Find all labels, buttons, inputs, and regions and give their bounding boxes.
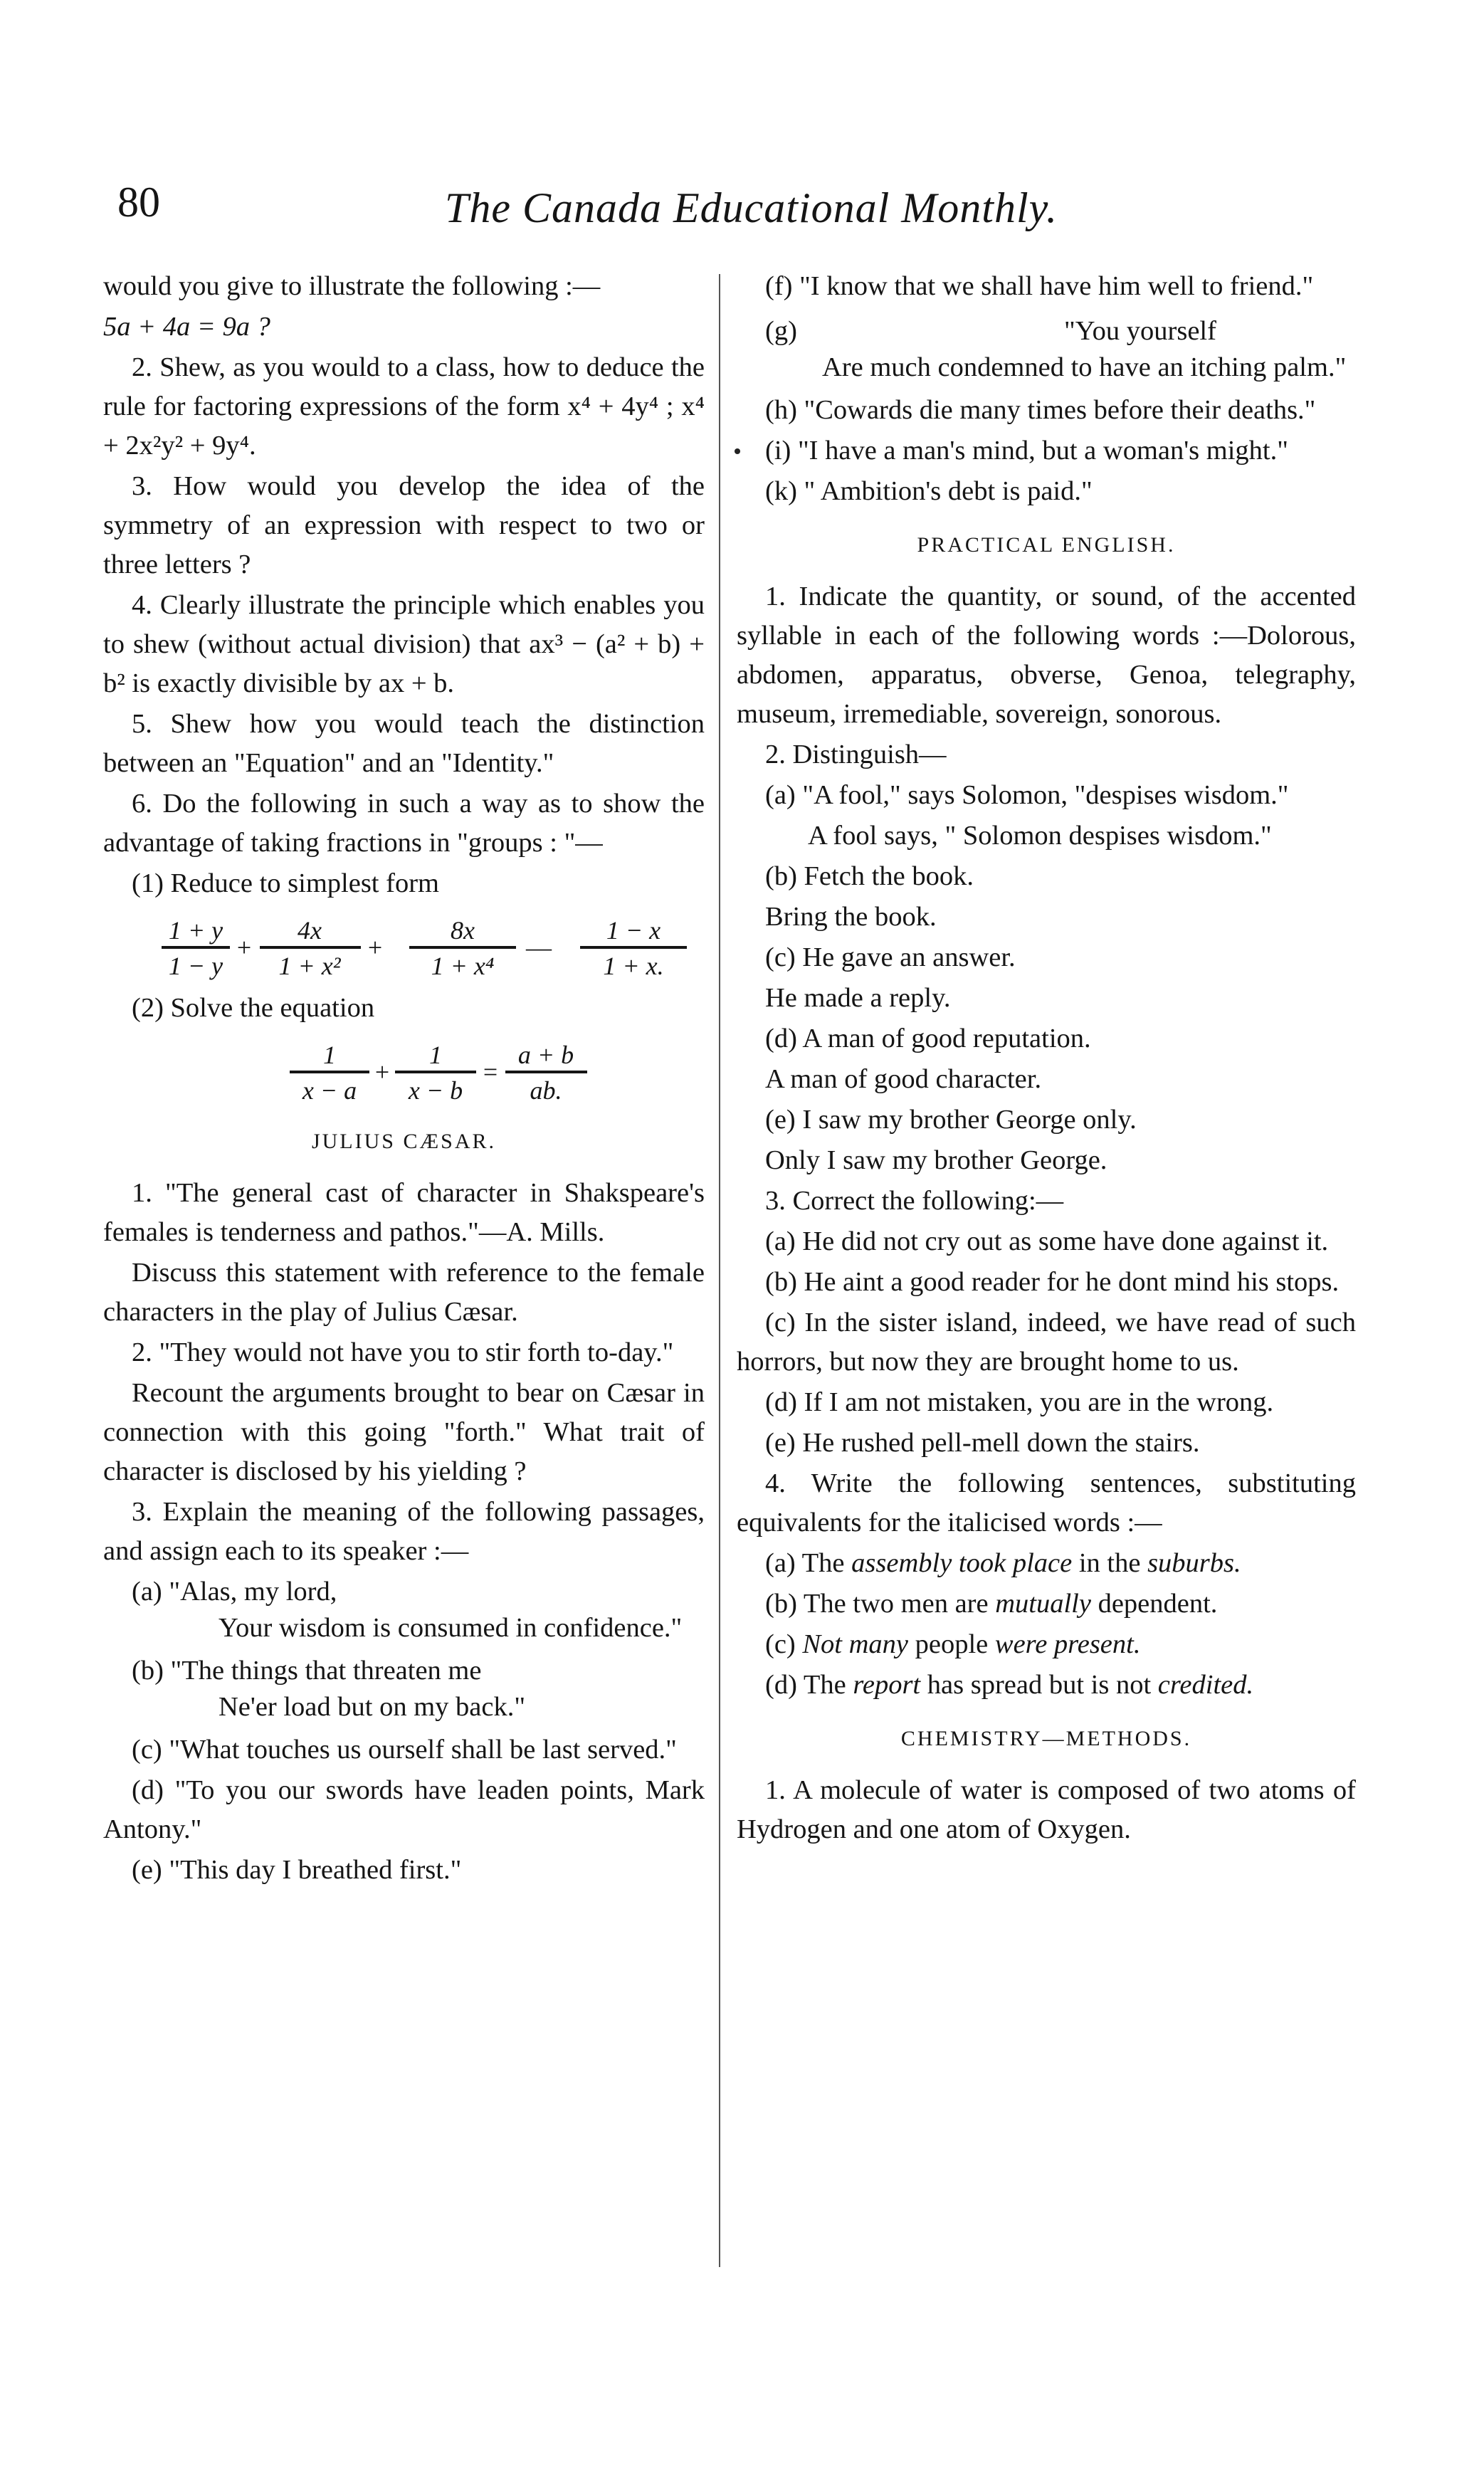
practical-question-3: 3. Correct the following:— — [765, 1186, 1064, 1216]
eq1-frac2-num: 4x — [298, 916, 322, 945]
practical-3d: (d) If I am not mistaken, you are in the wrong. — [765, 1387, 1274, 1417]
eq1-frac3-num: 8x — [451, 916, 475, 945]
question-6-part-1: (1) Reduce to simplest form — [132, 868, 439, 898]
eq1-frac4-den: 1 + x. — [603, 952, 664, 980]
eq2-frac1-den: x − a — [302, 1076, 357, 1105]
practical-2d-line2: A man of good character. — [765, 1064, 1042, 1094]
practical-question-4: 4. Write the following sentences, substituting equivalents for the italicised words :— — [737, 1468, 1356, 1537]
eq2-frac3-num: a + b — [517, 1041, 574, 1069]
eq1-op1: + — [236, 933, 252, 962]
caesar-passage-c: (c) "What touches us ourself shall be last served." — [132, 1735, 677, 1765]
eq2-frac1-num: 1 — [323, 1041, 336, 1069]
caesar-passage-b-line1: (b) "The things that threaten me — [132, 1656, 482, 1686]
question-6: 6. Do the following in such a way as to show the advantage of taking fractions in "groups : "— — [103, 789, 705, 858]
eq1-frac3-den: 1 + x⁴ — [431, 952, 495, 980]
caesar-question-2: 2. "They would not have you to stir forth to-day." — [132, 1337, 674, 1367]
practical-3b: (b) He aint a good reader for he dont mind his stops. — [765, 1267, 1340, 1297]
intro-line: would you give to illustrate the following :— — [103, 271, 601, 301]
practical-question-2: 2. Distinguish— — [765, 740, 947, 769]
practical-2a-line1: (a) "A fool," says Solomon, "despises wisdom." — [765, 780, 1289, 810]
practical-4d: (d) The report has spread but is not credited. — [765, 1670, 1254, 1700]
eq1-op2: + — [367, 933, 383, 962]
eq1-frac4-num: 1 − x — [606, 916, 661, 945]
practical-4c: (c) Not many people were present. — [765, 1629, 1141, 1659]
heading-practical-english: PRACTICAL ENGLISH. — [917, 533, 1176, 557]
page-number: 80 — [117, 179, 160, 226]
practical-2e-line1: (e) I saw my brother George only. — [765, 1105, 1137, 1135]
heading-chemistry-methods: CHEMISTRY—METHODS. — [900, 1727, 1192, 1750]
eq1-op3: — — [526, 933, 552, 962]
caesar-passage-h: (h) "Cowards die many times before their deaths." — [765, 395, 1316, 425]
eq1-frac2-den: 1 + x² — [278, 952, 341, 980]
practical-2d-line1: (d) A man of good reputation. — [765, 1024, 1091, 1053]
caesar-passage-d: (d) "To you our swords have leaden points, Mark Antony." — [103, 1775, 705, 1844]
eq2-frac3-den: ab. — [530, 1076, 562, 1105]
caesar-passage-e: (e) "This day I breathed first." — [132, 1855, 462, 1885]
chemistry-question-1: 1. A molecule of water is composed of two atoms of Hydrogen and one atom of Oxygen. — [737, 1775, 1356, 1844]
caesar-passage-g-line1: "You yourself — [1064, 316, 1216, 346]
caesar-question-2-recount: Recount the arguments brought to bear on Cæsar in connection with this going "forth." What trait of character is disclosed by his yielding ? — [103, 1378, 705, 1486]
caesar-question-1-discuss: Discuss this statement with reference to the female characters in the play of Julius Cæsar. — [103, 1258, 705, 1327]
caesar-passage-a-line2: Your wisdom is consumed in confidence." — [219, 1613, 683, 1643]
eq2-frac2-num: 1 — [429, 1041, 442, 1069]
left-column — [103, 267, 705, 1891]
caesar-question-3: 3. Explain the meaning of the following passages, and assign each to its speaker :— — [103, 1497, 705, 1566]
question-4: 4. Clearly illustrate the principle which enables you to shew (without actual division) that ax³ − (a² + b) + b² is exactly divisible by ax + b. — [103, 590, 705, 698]
caesar-passage-g-label: (g) — [765, 316, 797, 346]
eq2-frac2-den: x − b — [408, 1076, 463, 1105]
caesar-passage-a — [103, 1572, 705, 1644]
practical-2b-line1: (b) Fetch the book. — [765, 861, 974, 891]
practical-3a: (a) He did not cry out as some have done against it. — [765, 1226, 1329, 1256]
caesar-question-1: 1. "The general cast of character in Shakspeare's females is tenderness and pathos."—A. Mills. — [103, 1178, 705, 1247]
practical-2a-line2: A fool says, " Solomon despises wisdom." — [808, 821, 1272, 851]
right-column — [737, 267, 1356, 1851]
equation-2 — [103, 1036, 705, 1108]
question-3: 3. How would you develop the idea of the symmetry of an expression with respect to two or three letters ? — [103, 471, 705, 579]
practical-4a: (a) The assembly took place in the suburbs. — [765, 1548, 1241, 1578]
eq1-frac1-num: 1 + y — [168, 916, 223, 945]
caesar-passage-b — [103, 1651, 705, 1723]
eq2-op2: = — [483, 1058, 498, 1086]
practical-3c: (c) In the sister island, indeed, we have read of such horrors, but now they are brought home to us. — [737, 1308, 1356, 1377]
practical-2c-line2: He made a reply. — [765, 983, 951, 1013]
caesar-passage-a-line1: (a) "Alas, my lord, — [132, 1577, 337, 1607]
practical-question-1: 1. Indicate the quantity, or sound, of the accented syllable in each of the following words :—Dolorous, abdomen, apparatus, obverse, Genoa, telegraphy, museum, irremediable, sovereign, sonorous. — [737, 582, 1356, 729]
column-divider — [719, 274, 720, 2267]
journal-title: The Canada Educational Monthly. — [445, 184, 1058, 231]
question-5: 5. Shew how you would teach the distinction between an "Equation" and an "Identity." — [103, 709, 705, 778]
practical-2e-line2: Only I saw my brother George. — [765, 1145, 1107, 1175]
practical-3e: (e) He rushed pell-mell down the stairs. — [765, 1428, 1200, 1458]
caesar-passage-b-line2: Ne'er load but on my back." — [219, 1692, 526, 1722]
eq2-op1: + — [374, 1058, 390, 1086]
equation-1 — [103, 912, 705, 983]
caesar-passage-i: (i) "I have a man's mind, but a woman's might." — [765, 436, 1288, 466]
caesar-passage-f: (f) "I know that we shall have him well to friend." — [765, 271, 1314, 301]
practical-2b-line2: Bring the book. — [765, 902, 937, 932]
practical-2c-line1: (c) He gave an answer. — [765, 942, 1016, 972]
caesar-passage-k: (k) " Ambition's debt is paid." — [765, 476, 1093, 506]
eq1-frac1-den: 1 − y — [168, 952, 223, 980]
caesar-passage-g — [737, 312, 1356, 384]
question-2: 2. Shew, as you would to a class, how to deduce the rule for factoring expressions of the form x⁴ + 4y⁴ ; x⁴ + 2x²y² + 9y⁴. — [103, 352, 705, 461]
intro-equation: 5a + 4a = 9a ? — [103, 312, 270, 342]
caesar-passage-g-line2: Are much condemned to have an itching palm." — [822, 352, 1347, 382]
practical-4b: (b) The two men are mutually dependent. — [765, 1589, 1218, 1619]
heading-julius-caesar: JULIUS CÆSAR. — [311, 1130, 497, 1153]
question-6-part-2: (2) Solve the equation — [132, 993, 375, 1023]
